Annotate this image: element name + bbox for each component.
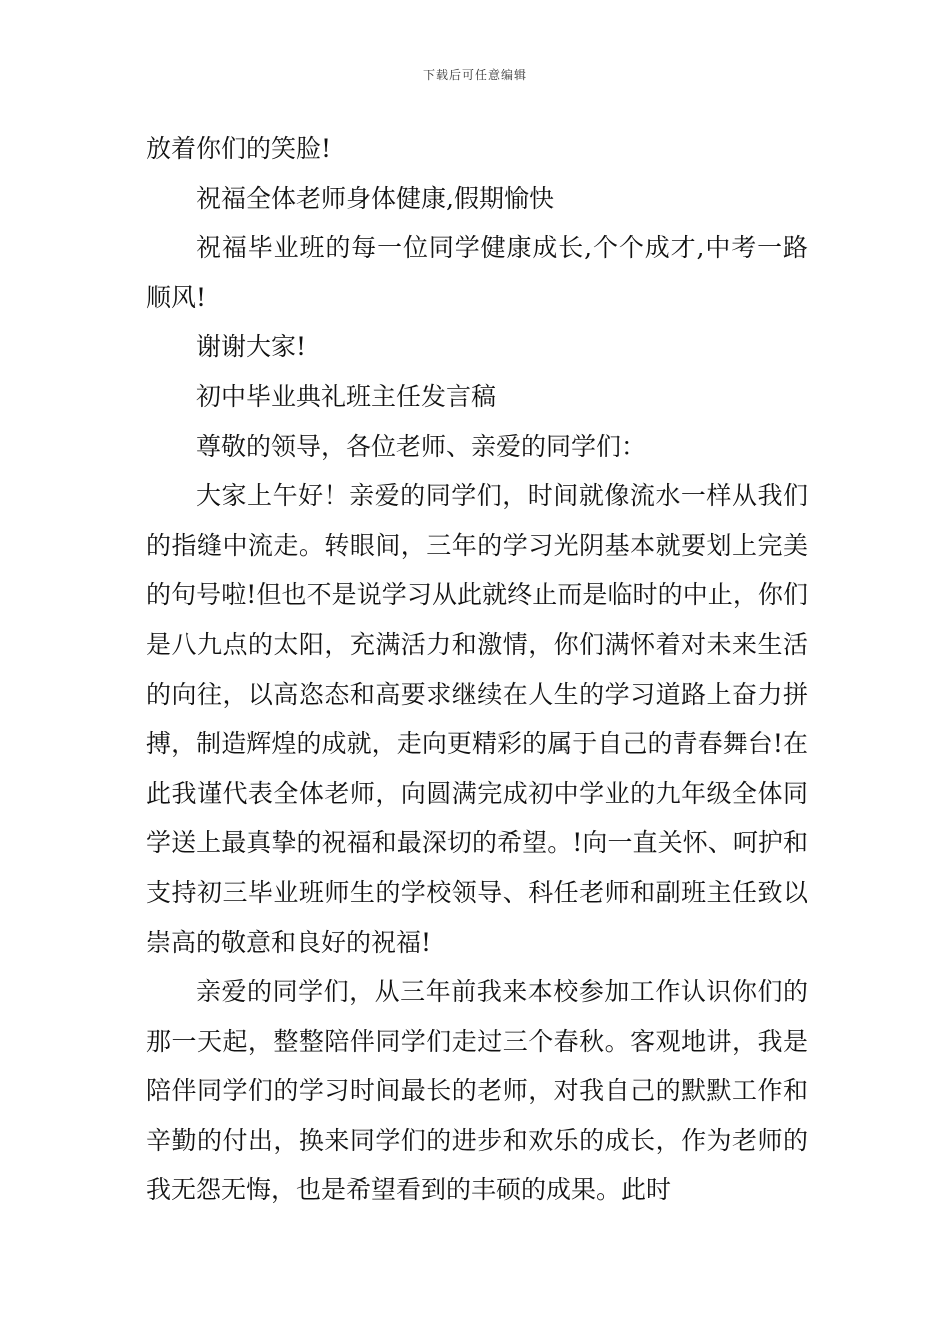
paragraph-2: 祝福全体老师身体健康,假期愉快 xyxy=(196,183,554,213)
paragraph-1: 放着你们的笑脸! xyxy=(146,134,332,163)
paragraph-5: 初中毕业典礼班主任发言稿 xyxy=(196,381,497,411)
paragraph-6: 尊敬的领导，各位老师、亲爱的同学们： xyxy=(196,431,647,461)
document-body xyxy=(146,124,808,1215)
paragraph-8: 亲爱的同学们，从三年前我来本校参加工作认识你们的那一天起，整整陪伴同学们走过三个春秋。客观地讲，我是陪伴同学们的学习时间最长的老师，对我自己的默默工作和辛勤的付出，换来同学们的进步和欢乐的成长，作为老师的我无怨无悔，也是希望看到的丰硕的成果。此时 xyxy=(146,977,808,1205)
paragraph-4: 谢谢大家! xyxy=(196,332,307,362)
paragraph-3: 祝福毕业班的每一位同学健康成长,个个成才,中考一路顺风! xyxy=(146,233,808,312)
paragraph-7: 大家上午好！亲爱的同学们，时间就像流水一样从我们的指缝中流走。转眼间，三年的学习光阴基本就要划上完美的句号啦!但也不是说学习从此就终止而是临时的中止，你们是八九点的太阳，充满活力和激情，你们满怀着对未来生活的向往，以高恣态和高要求继续在人生的学习道路上奋力拼搏，制造辉煌的成就，走向更精彩的属于自己的青春舞台!在此我谨代表全体老师，向圆满完成初中学业的九年级全体同学送上最真挚的祝福和最深切的希望。!向一直关怀、呵护和支持初三毕业班师生的学校领导、科任老师和副班主任致以崇高的敬意和良好的祝福! xyxy=(146,481,808,957)
page-header-note: 下载后可任意编辑 xyxy=(422,68,527,82)
